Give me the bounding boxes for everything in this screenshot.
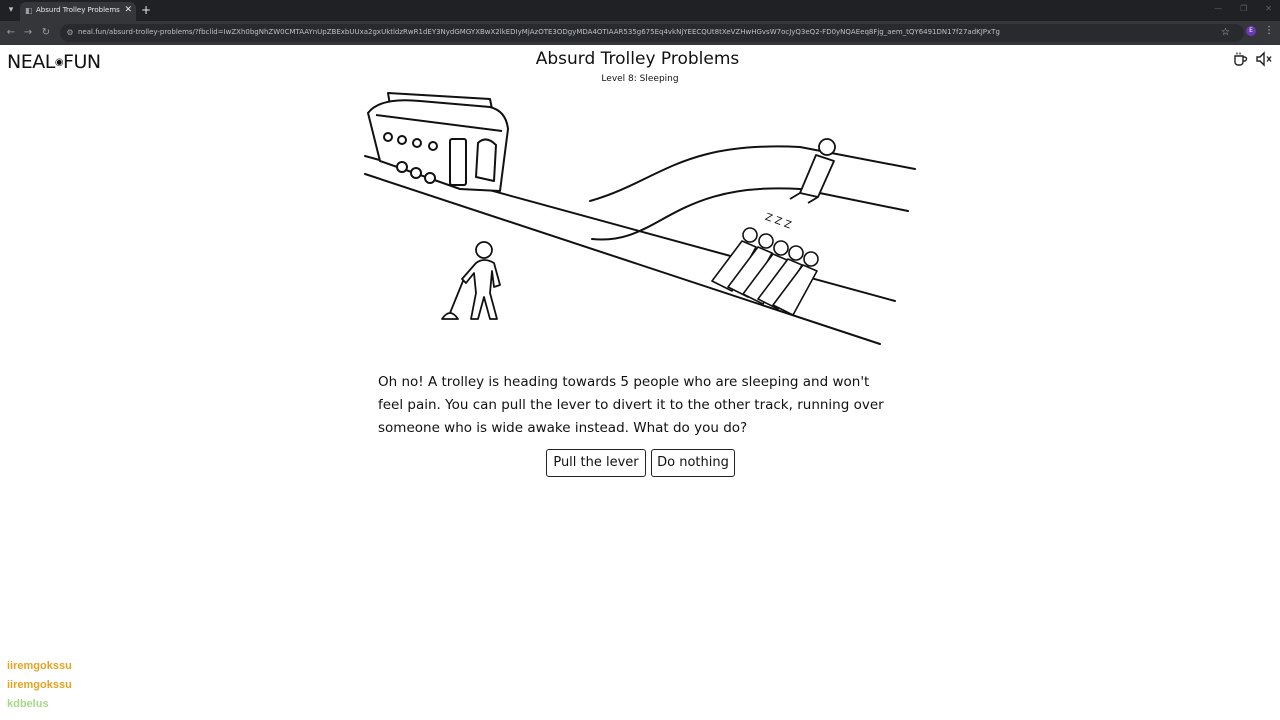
- tab-favicon-icon: ◧: [25, 6, 33, 15]
- chat-overlay: [7, 657, 72, 714]
- browser-tab[interactable]: [20, 2, 136, 21]
- new-tab-button[interactable]: +: [141, 3, 152, 17]
- tab-search-chevron-icon[interactable]: ▾: [8, 5, 14, 15]
- browser-tab-bar: [0, 0, 1280, 21]
- maximize-icon[interactable]: ❐: [1240, 4, 1248, 13]
- profile-avatar[interactable]: E: [1246, 26, 1256, 36]
- trolley-scene-illustration: [360, 81, 920, 351]
- back-arrow-icon[interactable]: ←: [6, 27, 16, 38]
- sleeping-zzz-text: Z Z Z: [763, 211, 793, 232]
- chat-username: iiremgokssu: [7, 679, 72, 691]
- chat-username: iiremgokssu: [7, 660, 72, 672]
- site-info-icon[interactable]: ⚙: [66, 28, 74, 37]
- page: [0, 45, 1280, 720]
- coffee-cup-icon[interactable]: [1232, 51, 1248, 67]
- close-window-icon[interactable]: ✕: [1265, 4, 1272, 13]
- window-controls: [1214, 3, 1272, 15]
- address-bar[interactable]: [60, 24, 1244, 42]
- chat-username: kdbelus: [7, 698, 49, 710]
- chat-message: [7, 676, 72, 695]
- url-text[interactable]: neal.fun/absurd-trolley-problems/?fbclid=IwZXh0bgNhZW0CMTAAYnUpZBExbUUxa2gxUktldzRwR1dEY3NydGMGYXBwX2lkEDIyMjAzOTE3ODgyMDA4OTIAAR535g675Eq4vkNjYEECQUt8tXeVZHwHGvsW7ocJyQ3eQ2-FD0yNQAEeq8Fjg_aem_tQY6491DN17f27adKJPxTg: [78, 28, 1000, 36]
- forward-arrow-icon[interactable]: →: [23, 27, 33, 38]
- browser-toolbar: [0, 21, 1280, 45]
- bookmark-star-icon[interactable]: ☆: [1221, 27, 1230, 38]
- trolley: [368, 93, 508, 191]
- scenario-description: Oh no! A trolley is heading towards 5 people who are sleeping and won't feel pain. You can pull the lever to divert it to the other track, running over someone who is wide awake instead. What do you do?: [378, 374, 884, 436]
- browser-menu-icon[interactable]: ⋮: [1264, 25, 1274, 36]
- level-subtitle: Level 8: Sleeping: [601, 74, 679, 84]
- tab-title: Absurd Trolley Problems: [36, 6, 120, 14]
- page-title: Absurd Trolley Problems: [535, 49, 740, 69]
- logo-dot-icon: ◉: [54, 57, 64, 68]
- chat-message: [7, 657, 72, 676]
- speaker-muted-icon[interactable]: [1255, 51, 1273, 67]
- logo-text-right: FUN: [63, 51, 101, 73]
- branch-track-upper-rail: [590, 146, 915, 201]
- chat-message: [7, 695, 72, 714]
- lever-person: [442, 242, 500, 319]
- minimize-icon[interactable]: —: [1214, 4, 1223, 13]
- tab-close-icon[interactable]: ✕: [124, 5, 132, 15]
- do-nothing-button[interactable]: Do nothing: [651, 449, 735, 477]
- reload-icon[interactable]: ↻: [41, 27, 51, 38]
- logo-text-left: NEAL: [7, 51, 55, 73]
- sleeping-people: [712, 228, 818, 315]
- pull-lever-button[interactable]: Pull the lever: [546, 449, 646, 477]
